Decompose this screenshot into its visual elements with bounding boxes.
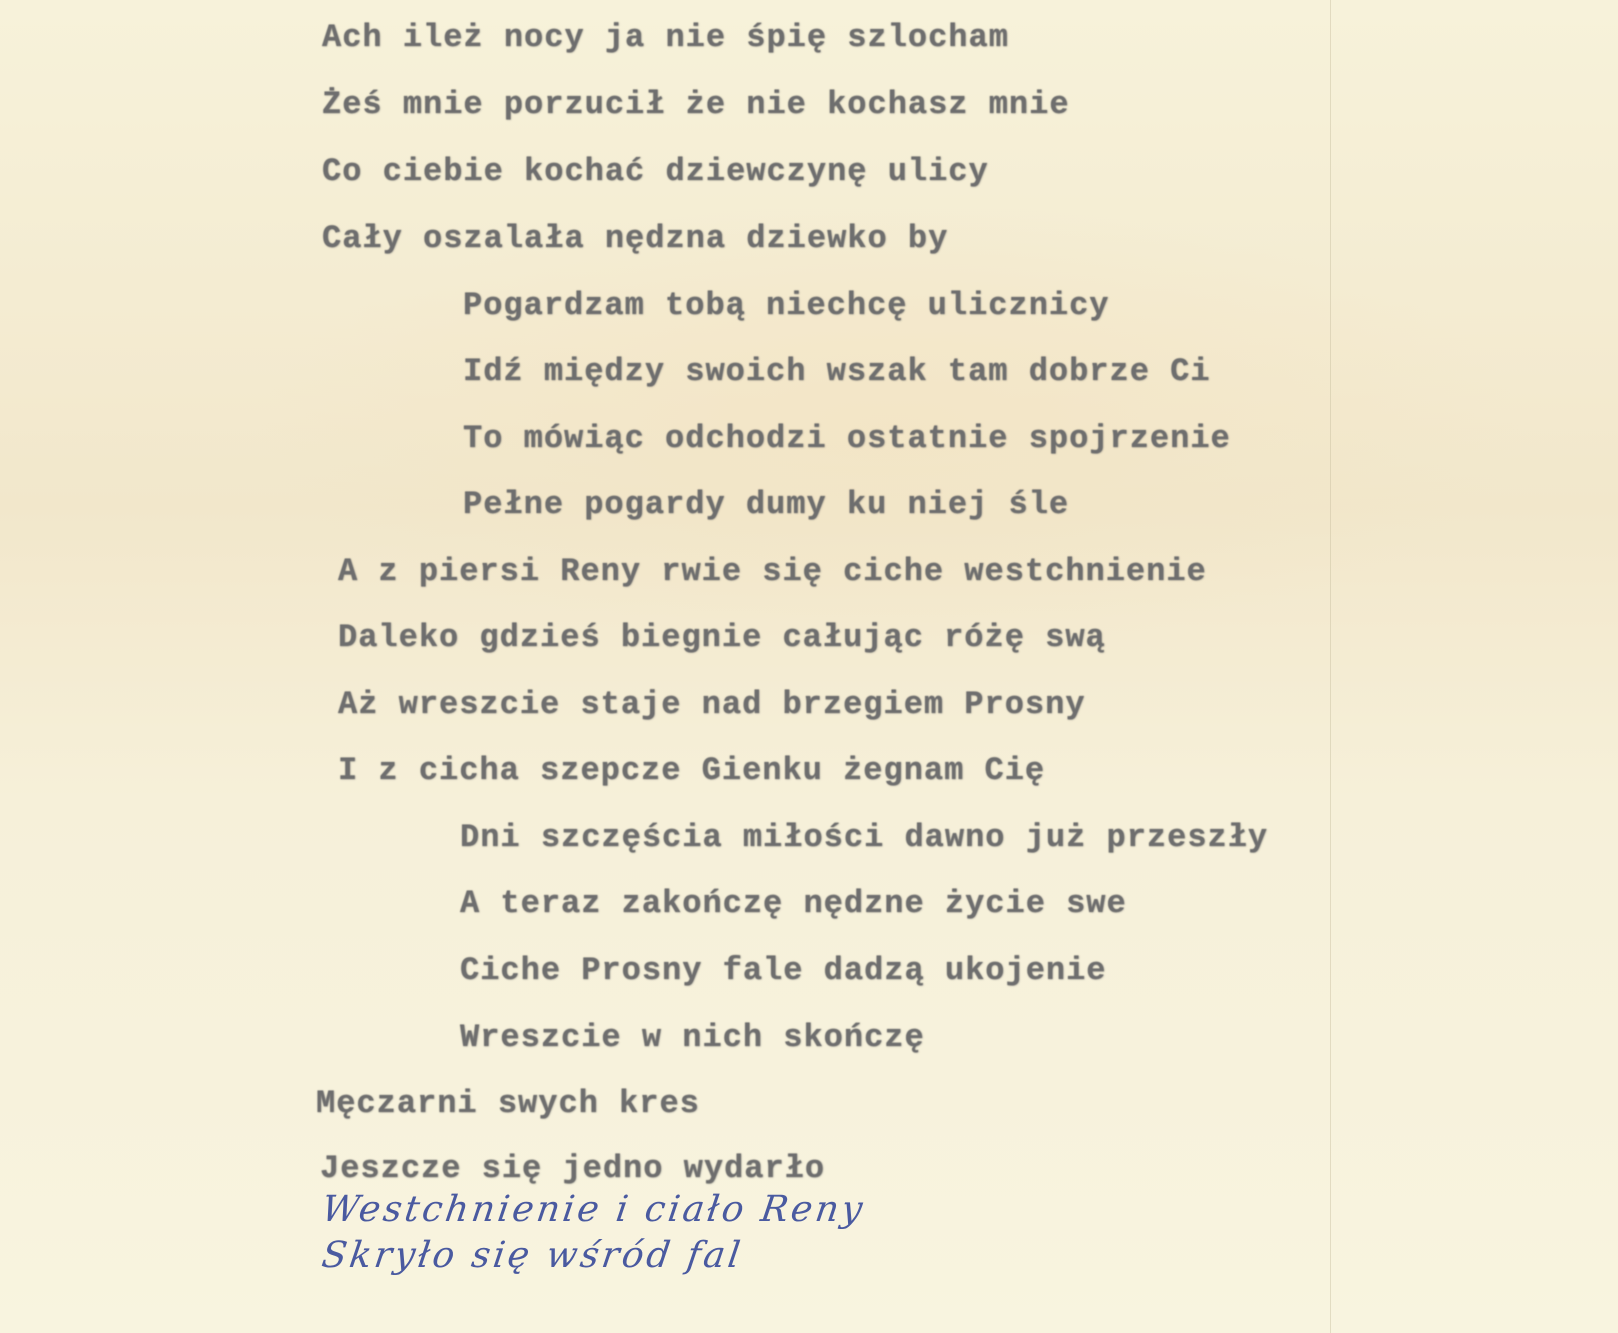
typed-line: I z cicha szepcze Gienku żegnam Cię [338,752,1046,789]
typed-line: Ciche Prosny fale dadzą ukojenie [460,952,1107,989]
handwritten-note: Skryło się wśród fal [319,1235,746,1276]
typed-line: Aż wreszcie staje nad brzegiem Prosny [338,686,1086,723]
typed-line: Cały oszalała nędzna dziewko by [322,220,949,257]
handwritten-note: Westchnienie i ciało Reny [319,1189,868,1230]
typed-line: Idź między swoich wszak tam dobrze Ci [463,353,1211,390]
typed-line: Męczarni swych kres [316,1085,700,1122]
typed-line: Pogardzam tobą niechcę ulicznicy [463,287,1110,324]
typed-line: Pełne pogardy dumy ku niej śle [463,486,1070,523]
typed-line: Ach ileż nocy ja nie śpię szlocham [322,19,1009,56]
typed-line: Żeś mnie porzucił że nie kochasz mnie [322,86,1070,123]
typed-line: Dni szczęścia miłości dawno już przeszły [460,819,1269,856]
paper-crease [1330,0,1331,1333]
typed-line: To mówiąc odchodzi ostatnie spojrzenie [463,420,1231,457]
typed-line: Co ciebie kochać dziewczynę ulicy [322,153,989,190]
typed-line: Daleko gdzieś biegnie całując różę swą [338,619,1106,656]
typed-line: A z piersi Reny rwie się ciche westchnienie [338,553,1207,590]
typed-line: Wreszcie w nich skończę [460,1019,925,1056]
typed-line: Jeszcze się jedno wydarło [320,1150,826,1187]
typed-line: A teraz zakończę nędzne życie swe [460,885,1127,922]
